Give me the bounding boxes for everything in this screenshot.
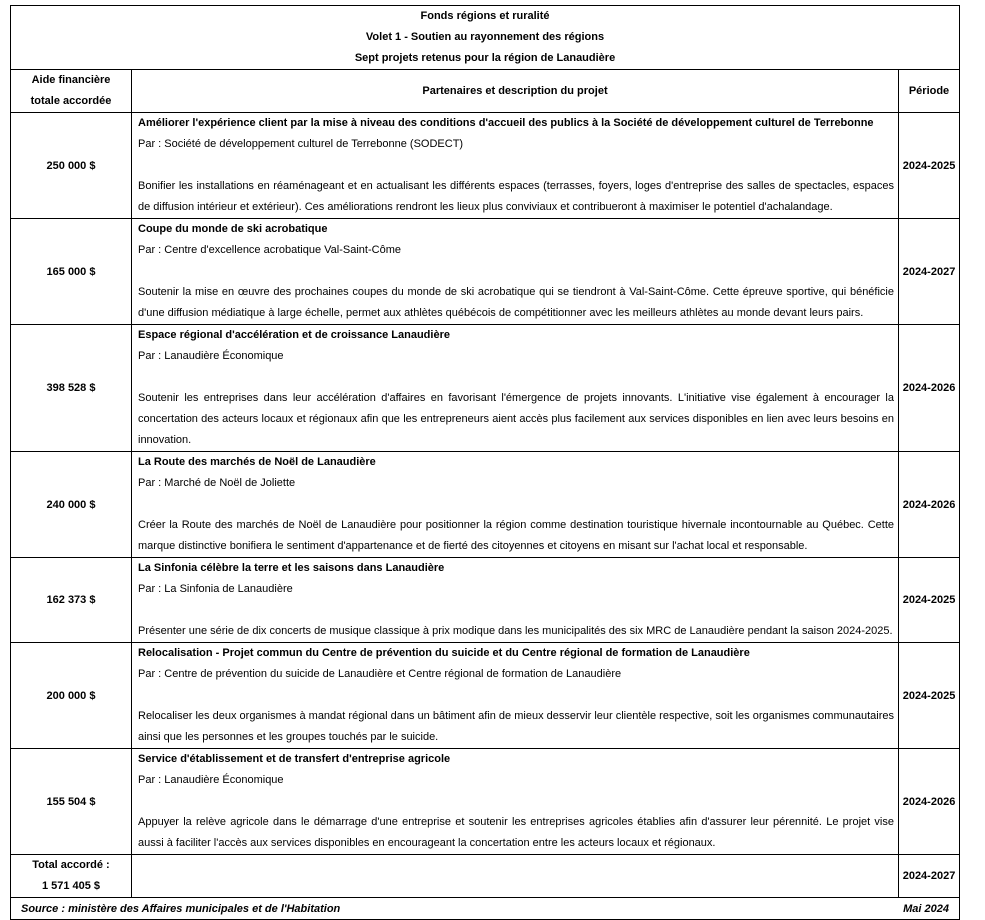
header-line-3: Sept projets retenus pour la région de Lanaudière [354,52,616,64]
project-description: Relocaliser les deux organismes à mandat régional dans un bâtiment afin de mieux desservir leur clientèle respective, soit les organismes communautaires ainsi que les personnes et les groupes touchés par le suicide. [138,710,894,743]
project-description: Soutenir la mise en œuvre des prochaines coupes du monde de ski acrobatique qui se tiendront à Val-Saint-Côme. Cette épreuve sportive, qui bénéficie d'une diffusion médiatique à large échelle, permet aux athlètes québécois de compétitionner avec les meilleurs athlètes au monde devant leurs pairs. [138,286,894,319]
project-description: Soutenir les entreprises dans leur accélération d'affaires en favorisant l'émergence de projets innovants. L'initiative vise également à encourager la concertation des acteurs locaux et régionaux afin que les entrepreneurs aient accès plus facilement aux services disponibles en lien avec leurs besoins en innovation. [138,392,894,446]
publication-date: Mai 2024 [899,898,960,920]
spacer [138,494,894,515]
table-row [11,113,960,219]
table-row [11,558,960,643]
project-title: La Sinfonia célèbre la terre et les saisons dans Lanaudière [138,562,445,574]
total-empty-cell [132,855,899,898]
project-period: 2024-2027 [899,219,960,325]
project-title: La Route des marchés de Noël de Lanaudière [138,456,376,468]
spacer [138,261,894,282]
project-partner: Par : Lanaudière Économique [138,350,284,362]
project-amount: 250 000 $ [11,113,132,219]
project-partner: Par : Marché de Noël de Joliette [138,477,296,489]
column-amount-line-2: totale accordée [30,95,112,107]
source-note: Source : ministère des Affaires municipales et de l'Habitation [11,898,899,920]
column-header-period: Période [899,70,960,113]
total-amount: 1 571 405 $ [41,880,101,892]
project-title: Espace régional d'accélération et de croissance Lanaudière [138,329,450,341]
project-description-cell [132,749,899,855]
spacer [138,791,894,812]
project-period: 2024-2025 [899,643,960,749]
table-row [11,219,960,325]
total-period: 2024-2027 [899,855,960,898]
table-row [11,452,960,558]
project-partner: Par : Centre d'excellence acrobatique Val-Saint-Côme [138,244,401,256]
project-description-cell [132,113,899,219]
spacer [138,685,894,706]
table-row [11,325,960,452]
project-amount: 398 528 $ [11,325,132,452]
project-period: 2024-2026 [899,749,960,855]
project-title: Améliorer l'expérience client par la mise à niveau des conditions d'accueil des publics à la Société de développement culturel de Terrebonne [138,117,874,129]
column-header-amount [11,70,132,113]
header-line-2: Volet 1 - Soutien au rayonnement des régions [365,31,605,43]
project-period: 2024-2026 [899,452,960,558]
total-cell [11,855,132,898]
project-partner: Par : Lanaudière Économique [138,774,284,786]
project-description: Présenter une série de dix concerts de musique classique à prix modique dans les municipalités des six MRC de Lanaudière pendant la saison 2024-2025. [138,625,893,637]
project-period: 2024-2026 [899,325,960,452]
project-amount: 165 000 $ [11,219,132,325]
spacer [138,600,894,621]
table-header [11,6,960,70]
project-description-cell [132,219,899,325]
column-header-row [11,70,960,113]
table-header-row [11,6,960,70]
total-row [11,855,960,898]
project-description: Appuyer la relève agricole dans le démarrage d'une entreprise et soutenir les entreprises agricoles établies afin d'assurer leur pérennité. Le projet vise aussi à faciliter l'accès aux services disponibles en encourageant la concertation entre les acteurs locaux et régionaux. [138,816,894,849]
project-amount: 240 000 $ [11,452,132,558]
spacer [138,367,894,388]
project-partner: Par : La Sinfonia de Lanaudière [138,583,293,595]
project-description-cell [132,643,899,749]
project-title: Coupe du monde de ski acrobatique [138,223,328,235]
projects-table [10,5,960,920]
project-amount: 162 373 $ [11,558,132,643]
project-partner: Par : Centre de prévention du suicide de Lanaudière et Centre régional de formation de Lanaudière [138,668,622,680]
header-line-1: Fonds régions et ruralité [420,10,550,22]
project-amount: 155 504 $ [11,749,132,855]
project-title: Service d'établissement et de transfert d'entreprise agricole [138,753,451,765]
column-header-description: Partenaires et description du projet [132,70,899,113]
project-amount: 200 000 $ [11,643,132,749]
project-description: Créer la Route des marchés de Noël de Lanaudière pour positionner la région comme destination touristique hivernale incontournable au Québec. Cette marque distinctive bonifiera le sentiment d'appartenance et de fierté des citoyennes et citoyens en misant sur l'achat local et responsable. [138,519,894,552]
project-description-cell [132,325,899,452]
column-amount-line-1: Aide financière [31,74,111,86]
total-label: Total accordé : [32,859,110,871]
project-description-cell [132,452,899,558]
project-description-cell [132,558,899,643]
project-partner: Par : Société de développement culturel de Terrebonne (SODECT) [138,138,464,150]
table-row [11,643,960,749]
project-period: 2024-2025 [899,113,960,219]
footer-row [11,898,960,920]
project-description: Bonifier les installations en réaménageant et en actualisant les différents espaces (terrasses, foyers, loges d'entreprise des salles de spectacles, espaces de diffusion intérieur et extérieur). Ces améliorations rendront les lieux plus conviviaux et contribueront à maximiser le potentiel d'achalandage. [138,180,894,213]
project-period: 2024-2025 [899,558,960,643]
table-row [11,749,960,855]
spacer [138,155,894,176]
project-title: Relocalisation - Projet commun du Centre de prévention du suicide et du Centre régional de formation de Lanaudière [138,647,750,659]
